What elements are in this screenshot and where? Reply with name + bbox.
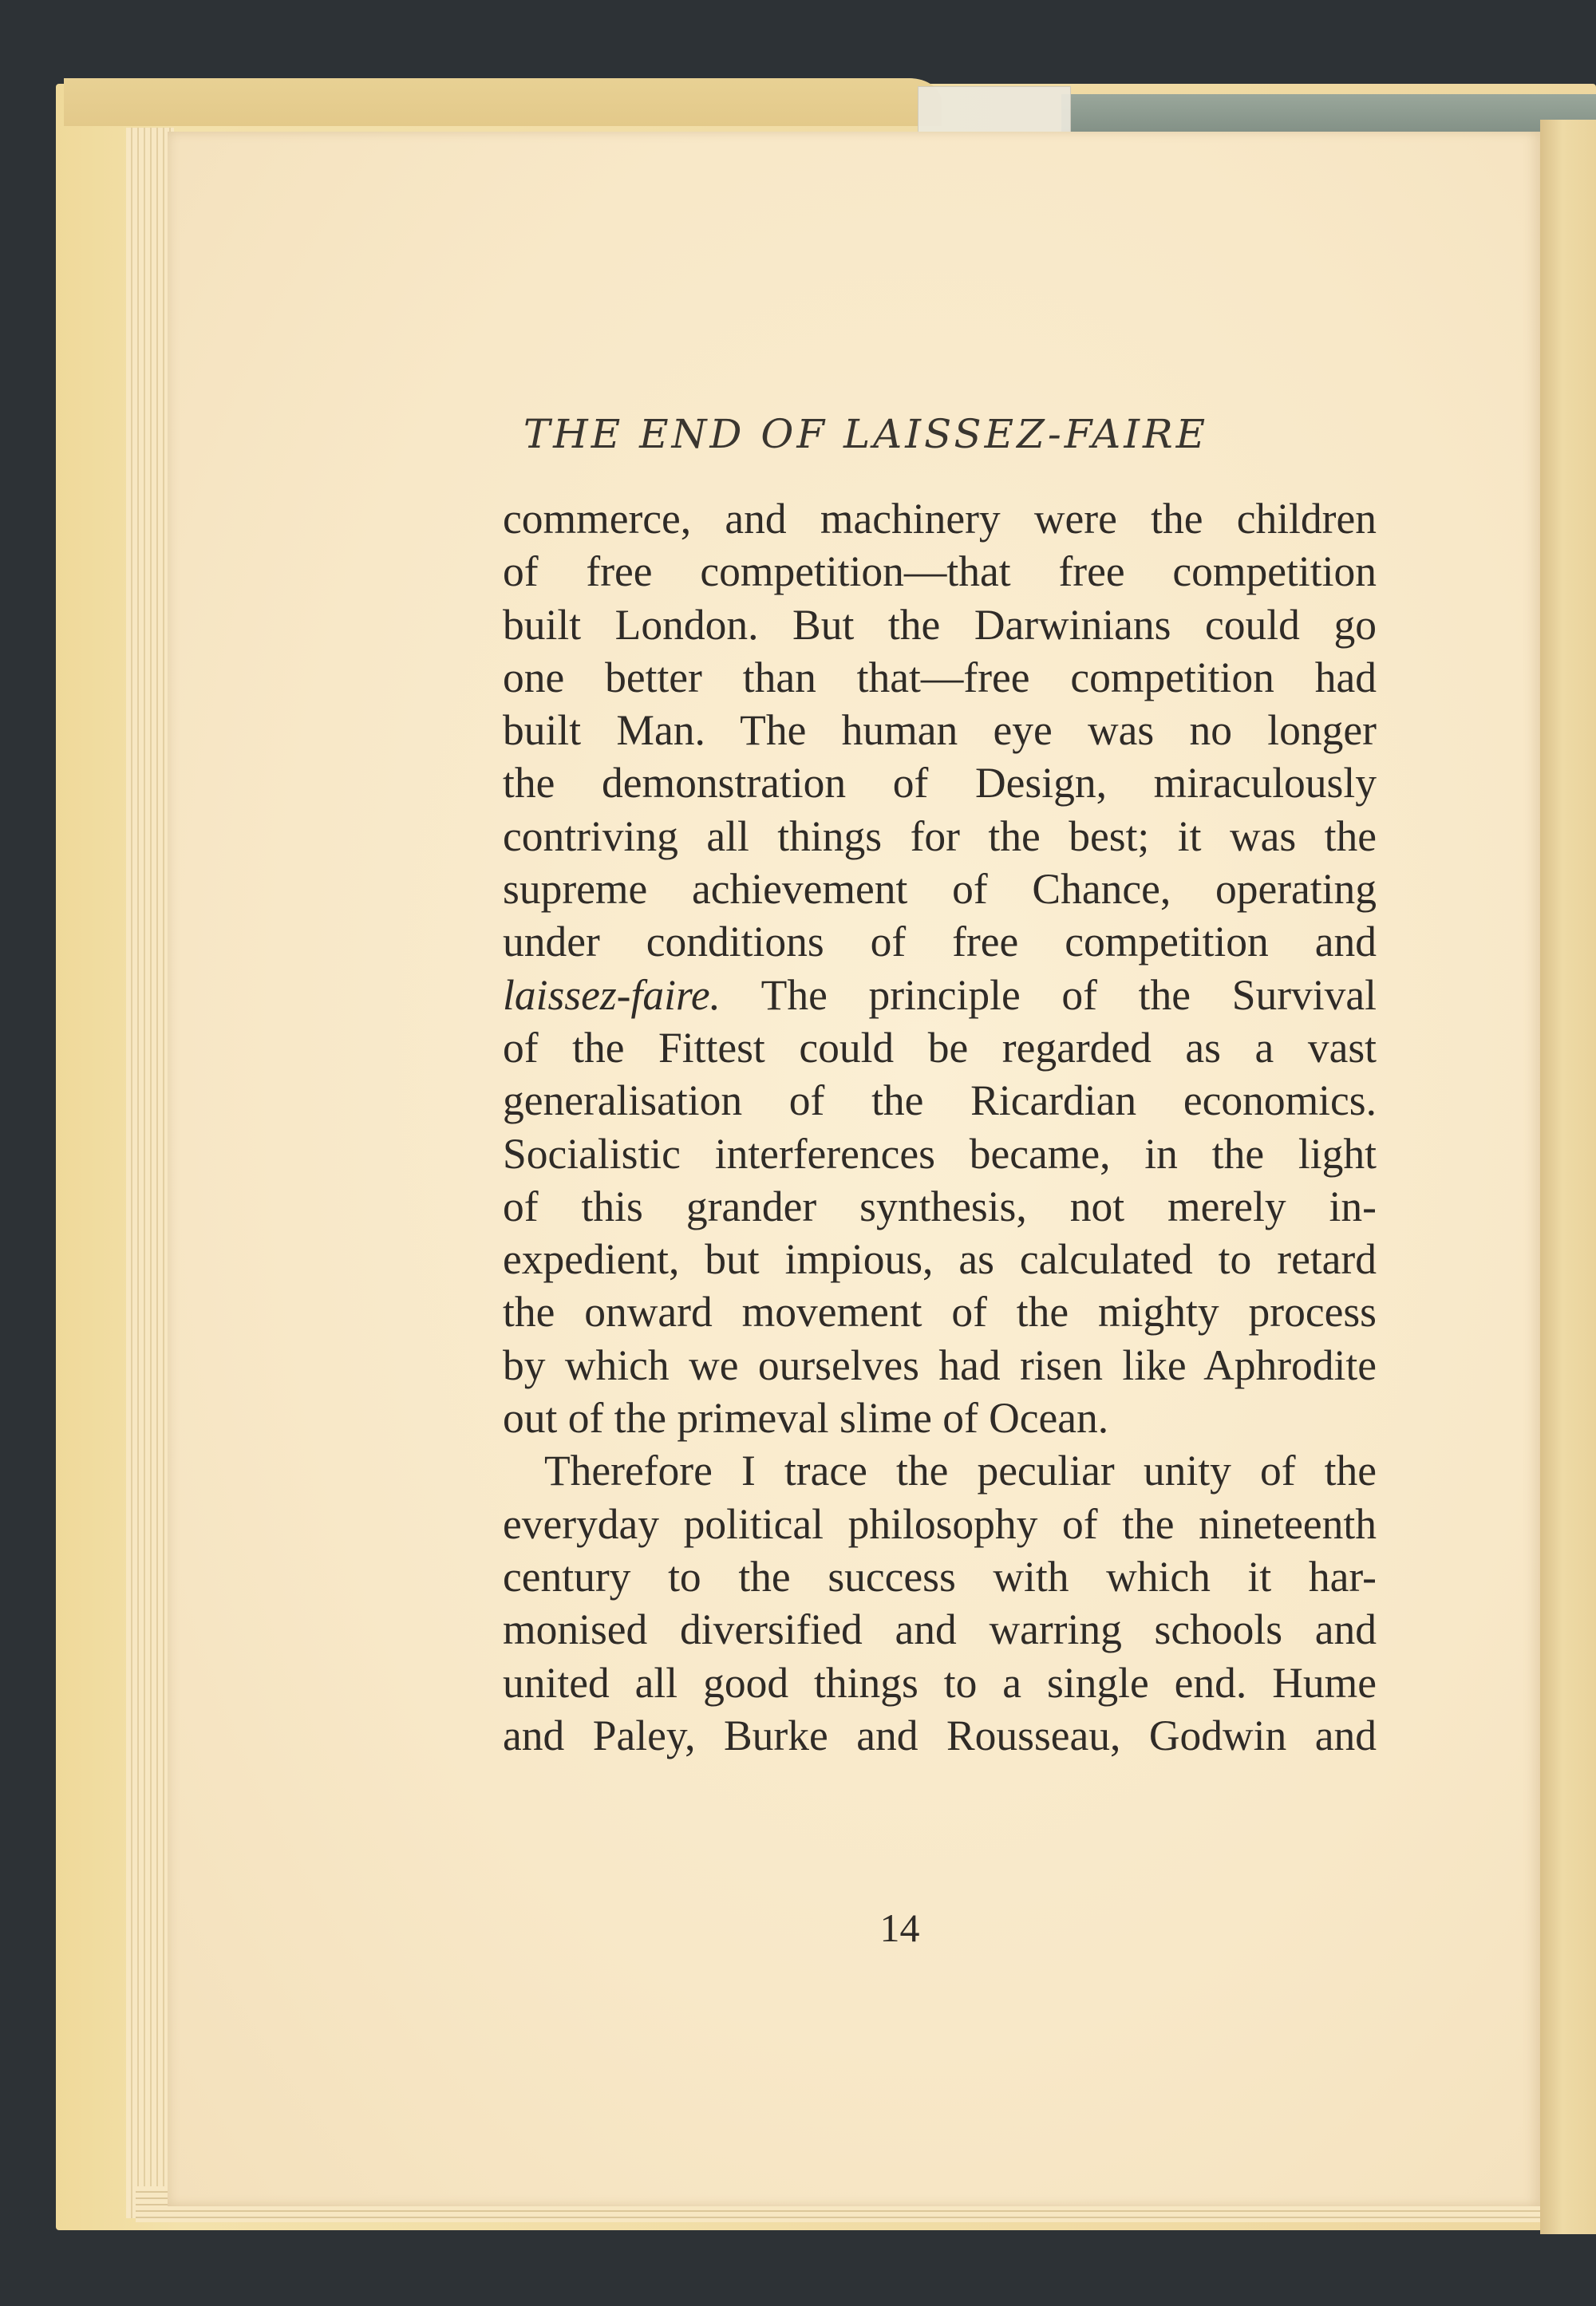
text-line: Socialistic interferences became, in the light [503,1129,1377,1178]
text-line: united all good things to a single end. Hume [503,1658,1377,1707]
text-segment: The principle of the Survival [720,970,1377,1019]
text-line: supreme achievement of Chance, operating [503,865,1377,914]
text-line: of free competition—that free competition [503,547,1377,596]
jacket-top-flap [64,78,942,126]
text-line: expedient, but impious, as calculated to retard [503,1235,1377,1284]
text-line: everyday political philosophy of the nineteenth [503,1499,1377,1548]
text-line: and Paley, Burke and Rousseau, Godwin and [503,1711,1377,1759]
text-line: of this grander synthesis, not merely in- [503,1182,1377,1230]
text-line: built Man. The human eye was no longer [503,706,1377,755]
text-line: of the Fittest could be regarded as a vast [503,1023,1377,1072]
text-line: century to the success with which it har- [503,1552,1377,1601]
text-line: out of the primeval slime of Ocean. [503,1394,1109,1443]
cover-right-edge [1540,120,1596,2234]
text-line: generalisation of the Ricardian economics. [503,1076,1377,1125]
book-page [168,132,1540,2206]
adhesive-tape [918,86,1071,134]
text-line: by which we ourselves had risen like Aphrodite [503,1341,1377,1389]
text-line: under conditions of free competition and [503,918,1377,966]
text-line: commerce, and machinery were the children [503,495,1377,543]
text-line-mixed [503,969,1377,1021]
text-line: monised diversified and warring schools and [503,1605,1377,1654]
text-line: built London. But the Darwinians could go [503,600,1377,649]
italic-term: laissez-faire. [503,970,721,1019]
text-line: the onward movement of the mighty process [503,1288,1377,1337]
text-line: the demonstration of Design, miraculously [503,759,1377,807]
text-line: contriving all things for the best; it was the [503,811,1377,860]
text-line: Therefore I trace the peculiar unity of the [544,1447,1377,1495]
text-line: one better than that—free competition had [503,653,1377,701]
body-text [503,492,1377,1762]
page-number: 14 [879,1905,920,1950]
running-head: THE END OF LAISSEZ-FAIRE [523,411,1209,457]
page-stack-edges [126,128,174,2218]
